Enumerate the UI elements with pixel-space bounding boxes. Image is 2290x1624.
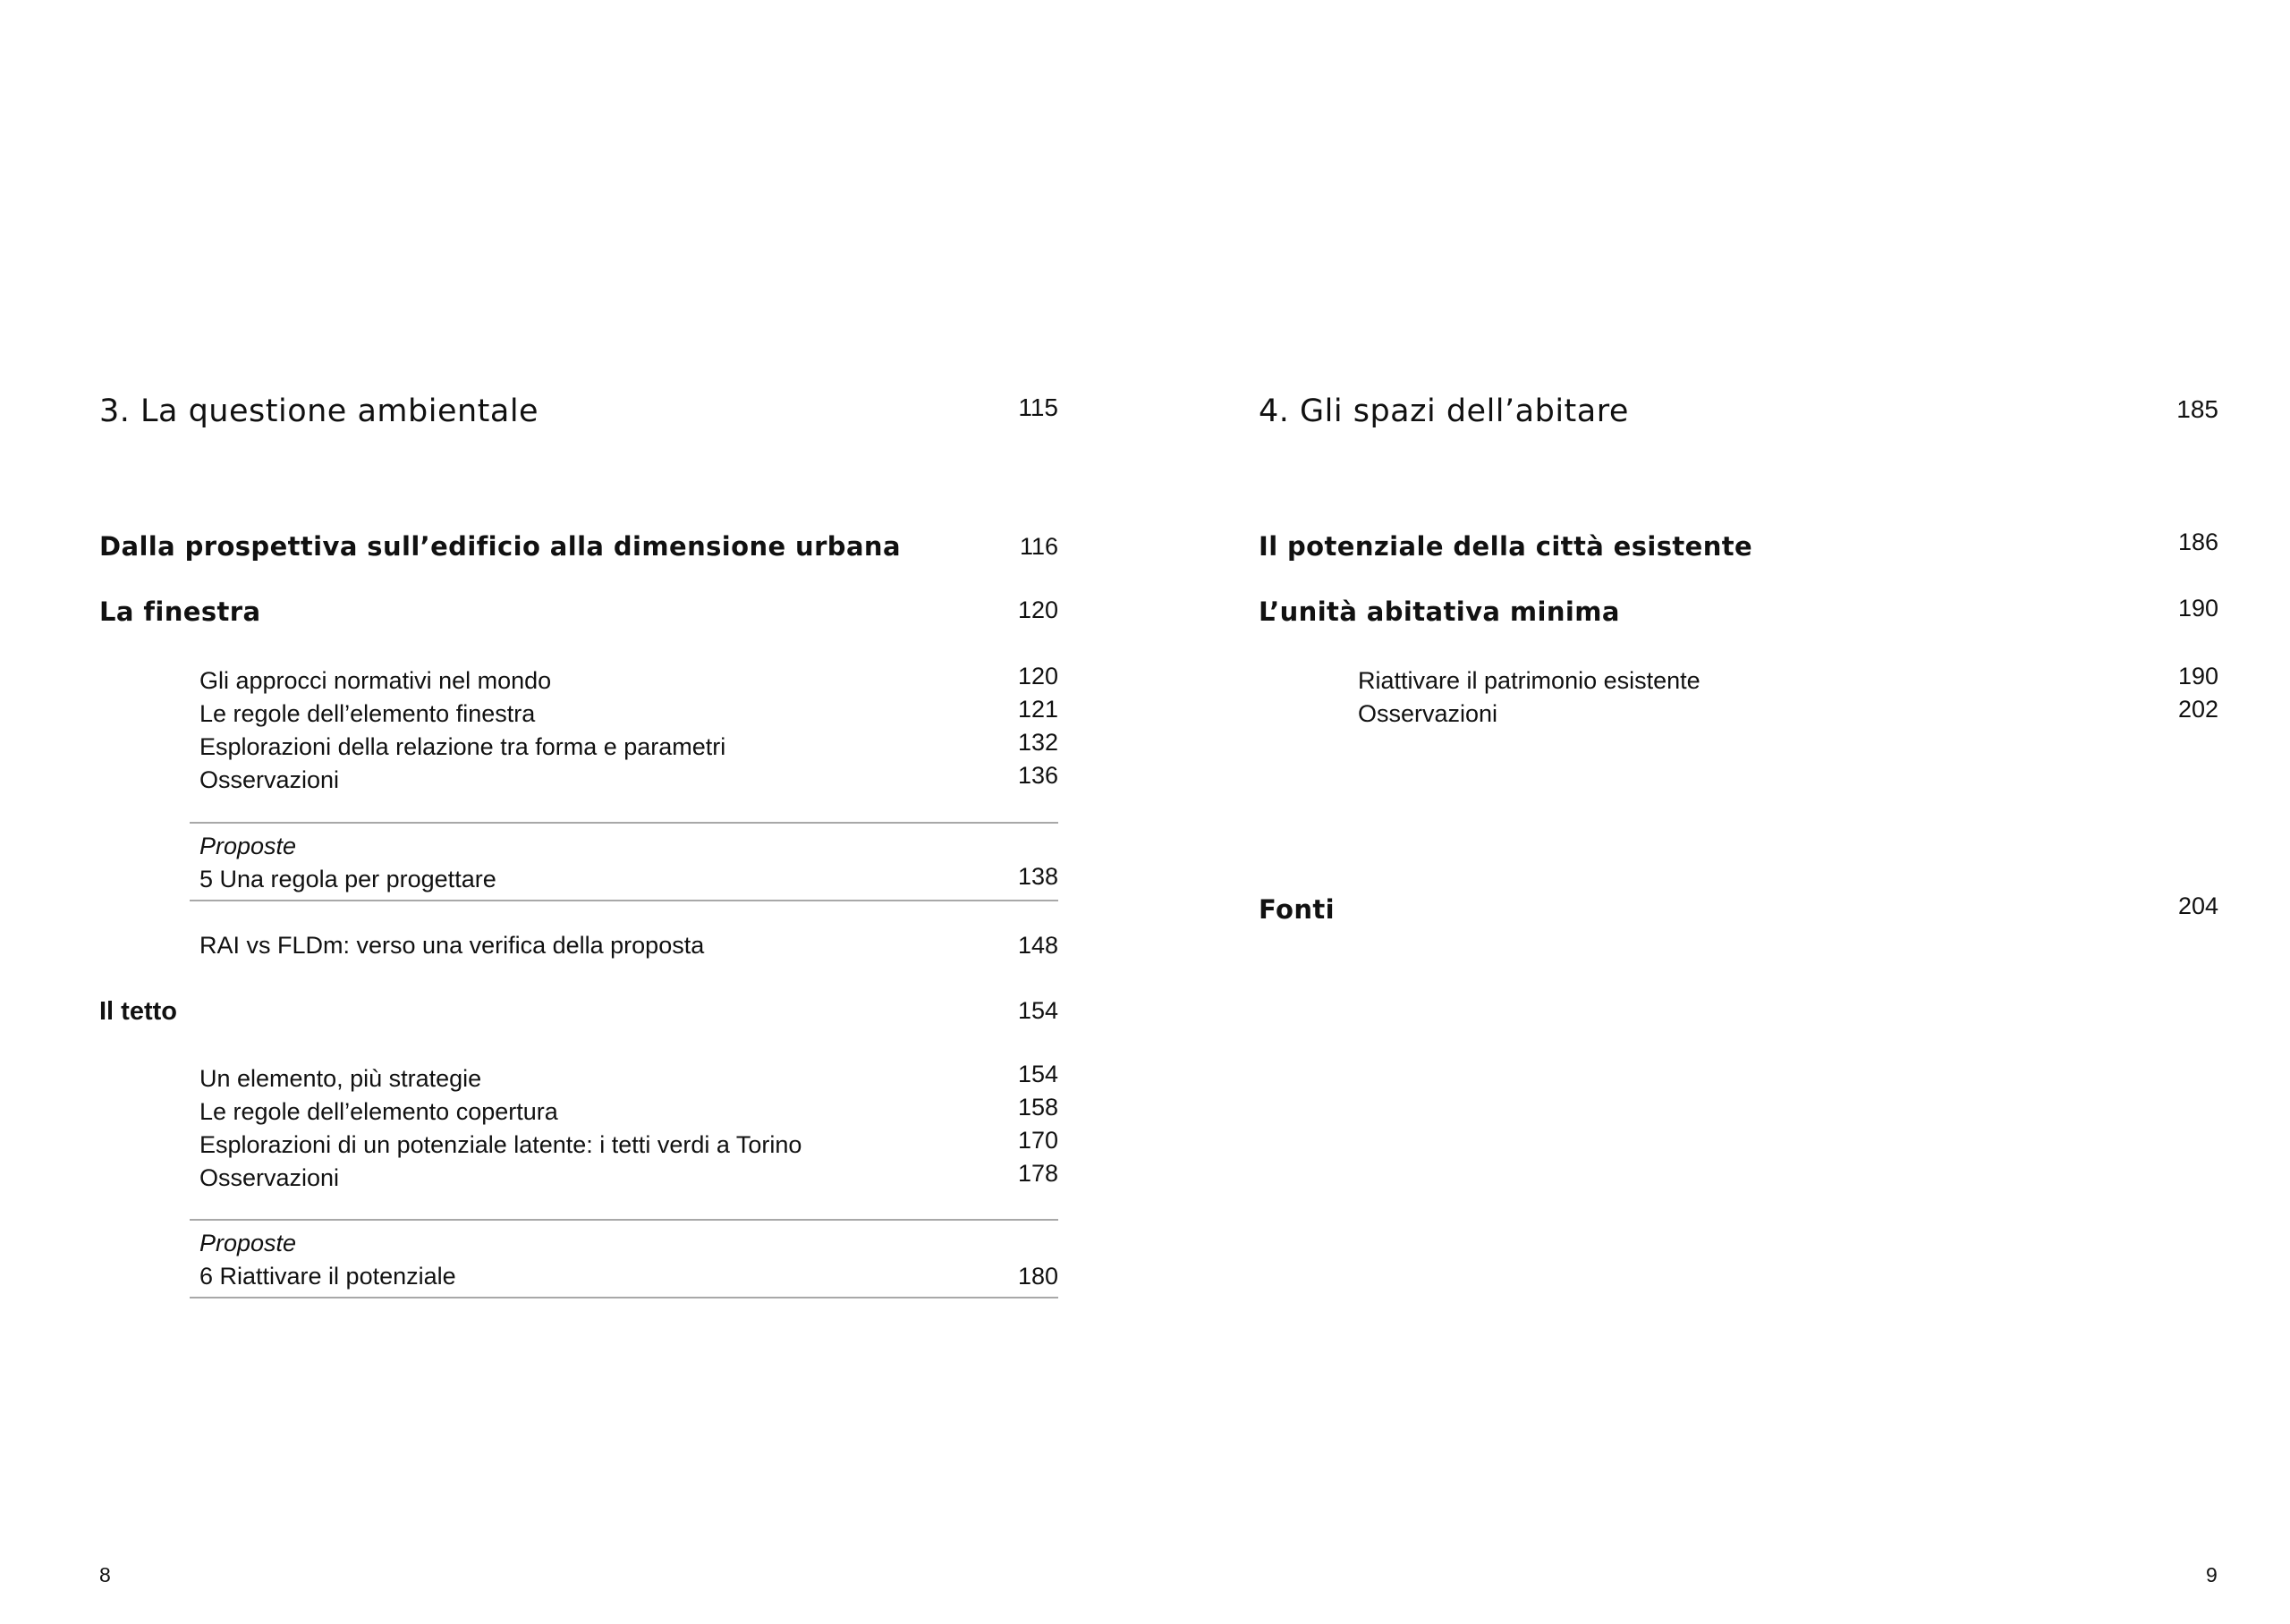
subsection-title: Riattivare il patrimonio esistente	[1358, 667, 1701, 694]
subsection-title: RAI vs FLDm: verso una verifica della proposta	[199, 932, 705, 959]
section-title: La finestra	[99, 596, 261, 627]
subsection-page: 121	[1017, 696, 1058, 723]
subsection-page: 202	[2177, 696, 2218, 723]
section-page: 186	[2177, 529, 2218, 555]
section-page: 154	[1017, 997, 1058, 1024]
subsection-page: 154	[1017, 1061, 1058, 1087]
divider-rule	[190, 822, 1058, 824]
proposte-title: 5 Una regola per progettare	[199, 866, 496, 892]
subsection-title: Le regole dell’elemento copertura	[199, 1098, 558, 1125]
fonti-page: 204	[2177, 892, 2218, 919]
chapter-4-page: 185	[2176, 395, 2218, 423]
subsection-title: Un elemento, più strategie	[199, 1065, 482, 1092]
chapter-3-title: 3. La questione ambientale	[99, 393, 539, 429]
proposte-title: 6 Riattivare il potenziale	[199, 1263, 456, 1290]
chapter-4-title: 4. Gli spazi dell’abitare	[1259, 393, 1629, 429]
divider-rule	[190, 900, 1058, 901]
proposte-label: Proposte	[199, 1230, 297, 1256]
subsection-title: Osservazioni	[199, 766, 340, 793]
section-title: Il potenziale della città esistente	[1259, 531, 1753, 562]
subsection-title: Osservazioni	[199, 1164, 340, 1191]
page-number-left: 8	[99, 1563, 111, 1586]
subsection-page: 132	[1017, 729, 1058, 756]
section-title: L’unità abitativa minima	[1259, 596, 1620, 627]
subsection-title: Esplorazioni della relazione tra forma e parametri	[199, 733, 726, 760]
subsection-title: Osservazioni	[1358, 700, 1498, 727]
section-page: 120	[1017, 596, 1058, 623]
proposte-page: 138	[1017, 863, 1058, 890]
subsection-page: 158	[1017, 1094, 1058, 1121]
section-title: Il tetto	[99, 997, 177, 1026]
page-number-right: 9	[2206, 1563, 2218, 1586]
section-title: Dalla prospettiva sull’edificio alla dimensione urbana	[99, 531, 901, 562]
subsection-page: 190	[2177, 663, 2218, 689]
divider-rule	[190, 1297, 1058, 1298]
chapter-3-page: 115	[1018, 393, 1058, 421]
fonti-title: Fonti	[1259, 894, 1336, 925]
subsection-title: Esplorazioni di un potenziale latente: i tetti verdi a Torino	[199, 1131, 802, 1158]
subsection-page: 120	[1017, 663, 1058, 689]
proposte-page: 180	[1017, 1263, 1058, 1290]
subsection-page: 136	[1017, 762, 1058, 789]
subsection-title: Gli approcci normativi nel mondo	[199, 667, 552, 694]
subsection-page: 148	[1017, 932, 1058, 959]
section-page: 116	[1019, 533, 1058, 560]
proposte-label: Proposte	[199, 833, 297, 859]
subsection-title: Le regole dell’elemento finestra	[199, 700, 536, 727]
subsection-page: 178	[1017, 1160, 1058, 1187]
subsection-page: 170	[1017, 1127, 1058, 1154]
divider-rule	[190, 1219, 1058, 1221]
section-page: 190	[2177, 595, 2218, 622]
